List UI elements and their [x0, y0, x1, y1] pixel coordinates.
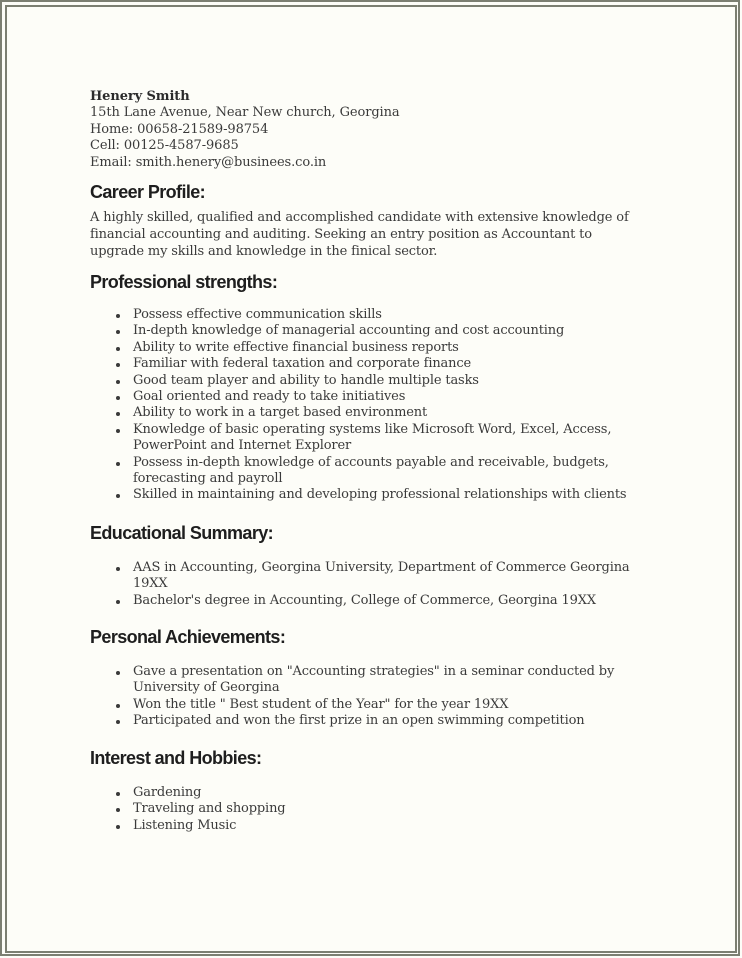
list-item: Possess effective communication skills — [90, 307, 630, 323]
contact-block — [90, 89, 670, 171]
list-item: Ability to write effective financial business reports — [90, 340, 630, 356]
strengths-section — [90, 271, 670, 504]
cell-phone: Cell: 00125-4587-9685 — [90, 138, 239, 154]
career-profile-heading: Career Profile: — [90, 182, 206, 202]
list-item: Skilled in maintaining and developing professional relationships with clients — [90, 487, 630, 503]
hobbies-heading: Interest and Hobbies: — [90, 748, 262, 768]
achievements-heading: Personal Achievements: — [90, 627, 286, 647]
list-item: In-depth knowledge of managerial accounting and cost accounting — [90, 323, 630, 339]
list-item: Listening Music — [90, 818, 670, 834]
hobbies-list — [90, 785, 670, 834]
achievements-list — [90, 664, 620, 730]
education-heading: Educational Summary: — [90, 523, 274, 543]
list-item: Participated and won the first prize in an open swimming competition — [90, 713, 620, 729]
candidate-name: Henery Smith — [90, 89, 190, 104]
list-item: Gave a presentation on "Accounting strategies" in a seminar conducted by University of Georgina — [90, 664, 620, 697]
list-item: Possess in-depth knowledge of accounts payable and receivable, budgets, forecasting and payroll — [90, 455, 630, 488]
home-phone: Home: 00658-21589-98754 — [90, 121, 269, 137]
list-item: Knowledge of basic operating systems like Microsoft Word, Excel, Access, PowerPoint and Internet Explorer — [90, 422, 630, 455]
list-item: Traveling and shopping — [90, 801, 670, 817]
list-item: Goal oriented and ready to take initiatives — [90, 389, 630, 405]
email: Email: smith.henery@businees.co.in — [90, 154, 327, 170]
list-item: Bachelor's degree in Accounting, College of Commerce, Georgina 19XX — [90, 593, 630, 609]
address: 15th Lane Avenue, Near New church, Georgina — [90, 105, 400, 121]
career-profile-section — [90, 181, 640, 260]
resume-document — [90, 89, 670, 833]
strengths-list — [90, 307, 630, 504]
list-item: Good team player and ability to handle multiple tasks — [90, 373, 630, 389]
hobbies-section — [90, 747, 670, 834]
list-item: Familiar with federal taxation and corporate finance — [90, 356, 630, 372]
list-item: Won the title " Best student of the Year" for the year 19XX — [90, 697, 620, 713]
education-list — [90, 560, 630, 609]
education-section — [90, 522, 670, 609]
list-item: Gardening — [90, 785, 670, 801]
career-profile-text: A highly skilled, qualified and accomplished candidate with extensive knowledge of financial accounting and auditing. Seeking an entry position as Accountant to upgrade my skills and knowledge in the finical sector. — [90, 210, 629, 259]
list-item: Ability to work in a target based environment — [90, 405, 630, 421]
achievements-section — [90, 626, 670, 730]
list-item: AAS in Accounting, Georgina University, Department of Commerce Georgina 19XX — [90, 560, 630, 593]
strengths-heading: Professional strengths: — [90, 272, 278, 292]
